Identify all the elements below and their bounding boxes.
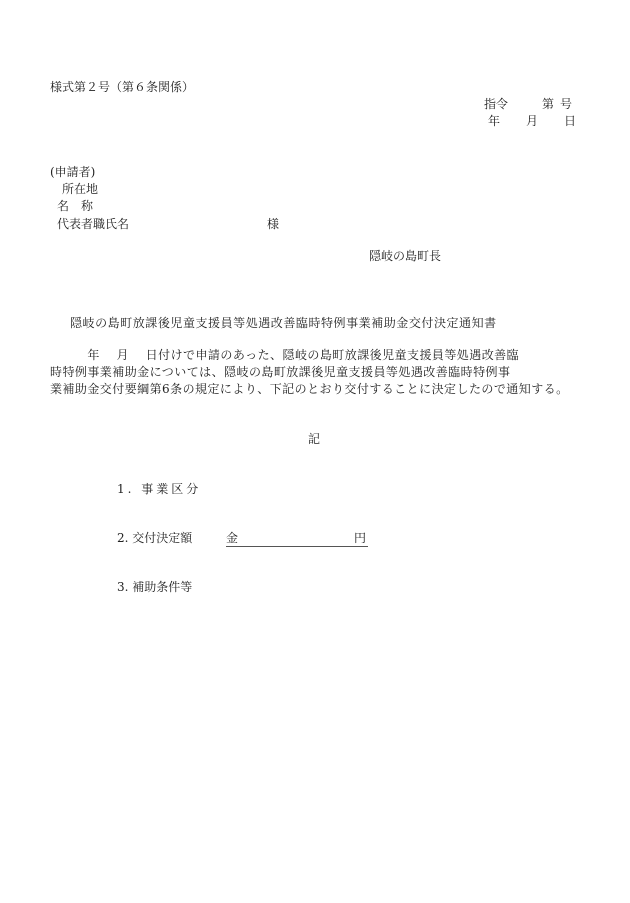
applicant-address-label: 所在地 bbox=[62, 182, 99, 196]
honorific: 様 bbox=[267, 217, 280, 231]
date-day: 日 bbox=[564, 114, 577, 128]
ki-heading: 記 bbox=[308, 432, 321, 446]
item-grant-amount: 2. 交付決定額 bbox=[117, 531, 193, 545]
body-line: 時特例事業補助金については、隠岐の島町放課後児童支援員等処遇改善臨時特例事 bbox=[50, 365, 511, 379]
applicant-representative-label: 代表者職氏名 bbox=[57, 217, 130, 231]
amount-field bbox=[226, 531, 368, 547]
body-line: 業補助金交付要綱第6条の規定により、下記のとおり交付することに決定したので通知する。 bbox=[50, 382, 569, 396]
body-text bbox=[50, 347, 585, 398]
directive-label: 指令 bbox=[484, 97, 509, 111]
applicant-heading: (申請者) bbox=[50, 165, 96, 179]
amount-suffix: 円 bbox=[353, 531, 366, 545]
item-business-category: 1. 事業区分 bbox=[117, 482, 202, 496]
document-title: 隠岐の島町放課後児童支援員等処遇改善臨時特例事業補助金交付決定通知書 bbox=[70, 316, 497, 330]
directive-number bbox=[484, 97, 572, 111]
issuer: 隠岐の島町長 bbox=[369, 249, 442, 263]
body-line: 年 月 日付けで申請のあった、隠岐の島町放課後児童支援員等処遇改善臨 bbox=[50, 348, 520, 362]
date-month: 月 bbox=[526, 114, 539, 128]
directive-dai: 第 bbox=[542, 97, 555, 111]
amount-prefix: 金 bbox=[226, 531, 239, 545]
issue-date bbox=[488, 114, 576, 128]
item-conditions: 3. 補助条件等 bbox=[117, 580, 193, 594]
date-year: 年 bbox=[488, 114, 501, 128]
directive-go: 号 bbox=[560, 97, 573, 111]
applicant-name-label: 名 称 bbox=[57, 199, 94, 213]
form-number: 様式第２号（第６条関係） bbox=[50, 80, 195, 94]
